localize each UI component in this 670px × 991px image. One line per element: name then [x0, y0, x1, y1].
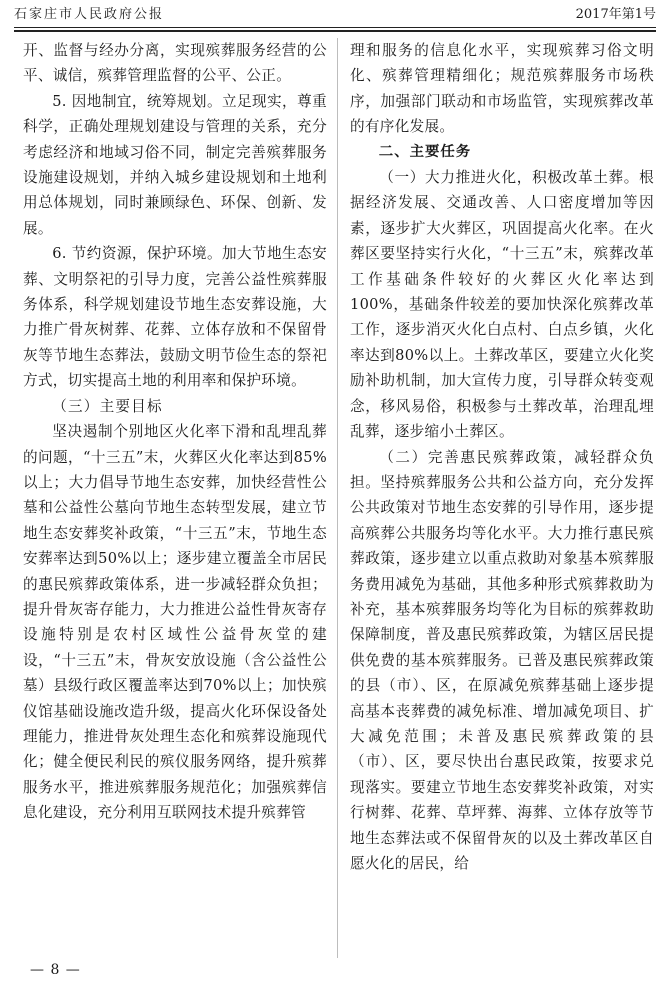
paragraph: 5. 因地制宜，统筹规划。立足现实，尊重科学，正确处理规划建设与管理的关系，充分考虑经济和地域习俗不同，制定完善殡葬服务设施建设规划，并纳入城乡建设规划和土地利用总体规划，同时兼顾绿色、环保、创新、发展。 [23, 92, 327, 237]
section-heading: 二、主要任务 [378, 143, 472, 160]
page-number: — 8 — [30, 962, 81, 978]
publication-title: 石家庄市人民政府公报 [14, 7, 165, 22]
paragraph: 6. 节约资源，保护环境。加大节地生态安葬、文明祭祀的引导力度，完善公益性殡葬服务体系，科学规划建设节地生态安葬设施，大力推广骨灰树葬、花葬、立体存放和不保留骨灰等节地生态葬法，鼓励文明节俭生态的祭祀方式，切实提高土地的利用率和保护环境。 [23, 245, 327, 390]
paragraph: 理和服务的信息化水平，实现殡葬习俗文明化、殡葬管理精细化；规范殡葬服务市场秩序，加强部门联动和市场监管，实现殡葬改革的有序化发展。 [350, 42, 654, 136]
column-divider [337, 38, 338, 958]
paragraph: 坚决遏制个别地区火化率下滑和乱埋乱葬的问题，“十三五”末，火葬区火化率达到85%以上；大力倡导节地生态安葬，加快经营性公墓和公益性公墓向节地生态转型发展，建立节地生态安葬奖补政策，“十三五”末，节地生态安葬率达到50%以上；逐步建立覆盖全市居民的惠民殡葬政策体系，进一步减轻群众负担；提升骨灰寄存能力，大力推进公益性骨灰寄存设施特别是农村区域性公益骨灰堂的建设，“十三五”末，骨灰安放设施（含公益性公墓）县级行政区覆盖率达到70%以上；加快殡仪馆基础设施改造升级，提高火化环保设备处理能力，推进骨灰处理生态化和殡葬设施现代化；健全便民利民的殡仪服务网络，提升殡葬服务水平，推进殡葬服务规范化；加强殡葬信息化建设，充分利用互联网技术提升殡葬管 [23, 423, 327, 822]
right-column [350, 38, 654, 958]
page-header [14, 4, 656, 26]
header-rule-thin [14, 27, 656, 28]
header-rule-thick [14, 30, 656, 32]
paragraph: （二）完善惠民殡葬政策，减轻群众负担。坚持殡葬服务公共和公益方向，充分发挥公共政策对节地生态安葬的引导作用，逐步提高殡葬公共服务均等化水平。大力推行惠民殡葬政策，逐步建立以重点救助对象基本殡葬服务费用减免为基础，其他多种形式殡葬救助为补充，基本殡葬服务均等化为目标的殡葬救助保障制度，普及惠民殡葬政策，为辖区居民提供免费的基本殡葬服务。已普及惠民殡葬政策的县（市）、区，在原减免殡葬基础上逐步提高基本丧葬费的减免标准、增加减免项目、扩大减免范围；未普及惠民殡葬政策的县（市）、区，要尽快出台惠民政策，按要求兑现落实。要建立节地生态安葬奖补政策，对实行树葬、花葬、草坪葬、海葬、立体存放等节地生态葬法或不保留骨灰的以及土葬改革区自愿火化的居民，给 [350, 448, 654, 872]
left-column [23, 38, 327, 958]
section-heading: （三）主要目标 [52, 397, 163, 415]
paragraph: （一）大力推进火化，积极改革土葬。根据经济发展、交通改善、人口密度增加等因素，逐步扩大火葬区，巩固提高火化率。在火葬区要坚持实行火化，“十三五”末，殡葬改革工作基础条件较好的火葬区火化率达到100%，基础条件较差的要加快深化殡葬改革工作，逐步消灭火化白点村、白点乡镇，火化率达到80%以上。土葬改革区，要建立火化奖励补助机制，加大宣传力度，引导群众转变观念，移风易俗，积极参与土葬改革，治理乱埋乱葬，逐步缩小土葬区。 [350, 169, 654, 441]
issue-number: 2017年第1号 [575, 7, 656, 22]
paragraph: 开、监督与经办分离，实现殡葬服务经营的公平、诚信，殡葬管理监督的公平、公正。 [23, 42, 327, 85]
